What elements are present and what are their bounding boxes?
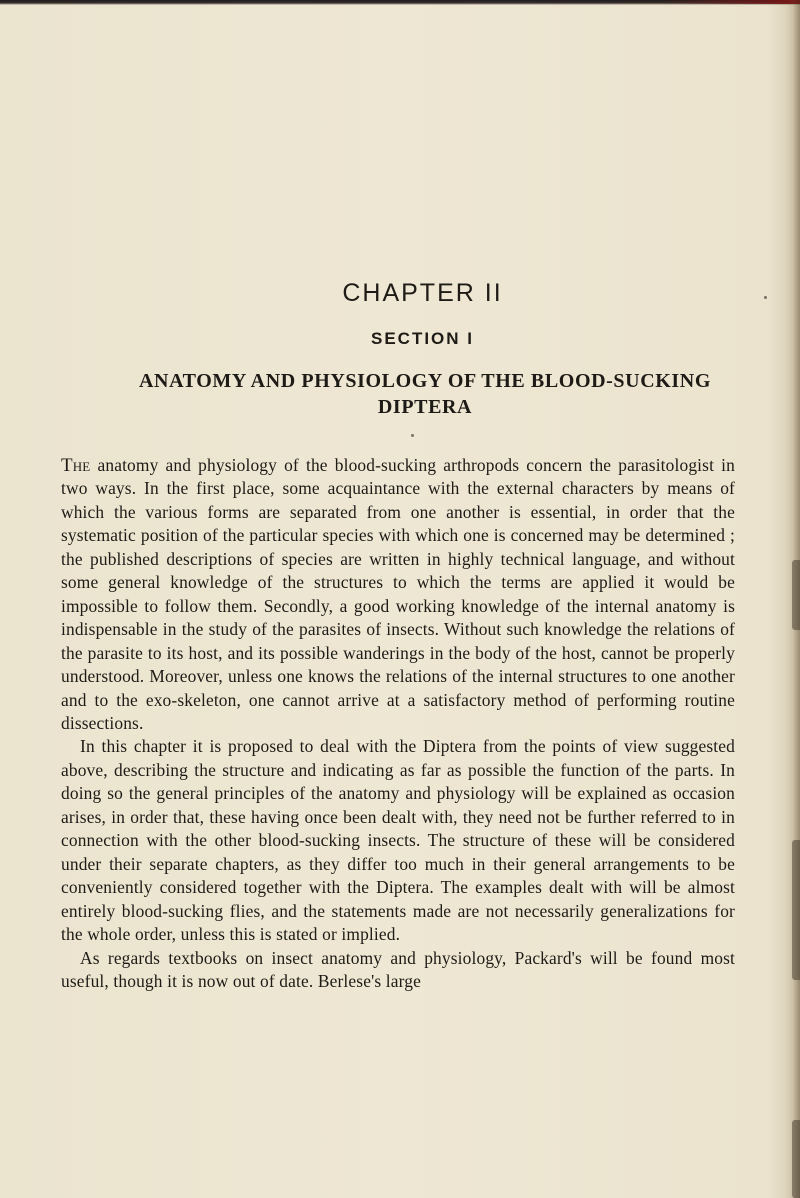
chapter-heading-line1: ANATOMY AND PHYSIOLOGY OF THE BLOOD-SUCKING — [139, 370, 711, 392]
chapter-heading — [60, 368, 790, 420]
page-edge-mark — [792, 840, 800, 980]
chapter-heading-line2: DIPTERA — [377, 396, 473, 418]
paragraph-lead-word: The — [61, 455, 91, 476]
page-edge-mark — [792, 1120, 800, 1198]
paragraph: In this chapter it is proposed to deal with the Diptera from the points of view suggested above, describing the structure and indicating as far as possible the function of the parts. In doing so the general principles of the anatomy and physiology will be explained as occasion arises, in order that, these having once been dealt with, they need not be further referred to in connection with the other blood-sucking insects. The structure of these will be considered under their separate chapters, as they differ too much in their general arrangements to be conveniently considered together with the Diptera. The examples dealt with will be almost entirely blood-sucking flies, and the statements made are not necessarily generalizations for the whole order, unless this is stated or implied. — [61, 736, 735, 945]
paragraph: As regards textbooks on insect anatomy and physiology, Packard's will be found most useful, though it is now out of date. Berlese's large — [61, 947, 735, 991]
page-edge-mark — [792, 560, 800, 630]
paragraph — [61, 454, 735, 735]
speck-mark — [411, 434, 414, 437]
body-text — [61, 454, 735, 993]
page-top-edge-accent — [660, 0, 800, 4]
paragraph-text: anatomy and physiology of the blood-sucking arthropods concern the parasitologist in two ways. In the first place, some acquaintance with the external characters by means of which the various forms are separated from one another is essential, in order that the systematic position of the particular species with which one is concerned may be determined ; the published descriptions of species are written in highly technical language, and without some general knowledge of the structures to which the terms are applied it would be impossible to follow them. Secondly, a good working knowledge of the internal anatomy is indispensable in the study of the parasites of insects. Without such knowledge the relations of the parasite to its host, and its possible wanderings in the body of the host, cannot be properly understood. Moreover, unless one knows the relations of the internal structures to one another and to the exo-skeleton, one cannot arrive at a satisfactory method of performing routine dissections. — [61, 455, 735, 733]
chapter-title: CHAPTER II — [342, 279, 503, 307]
section-title: SECTION I — [370, 329, 474, 348]
